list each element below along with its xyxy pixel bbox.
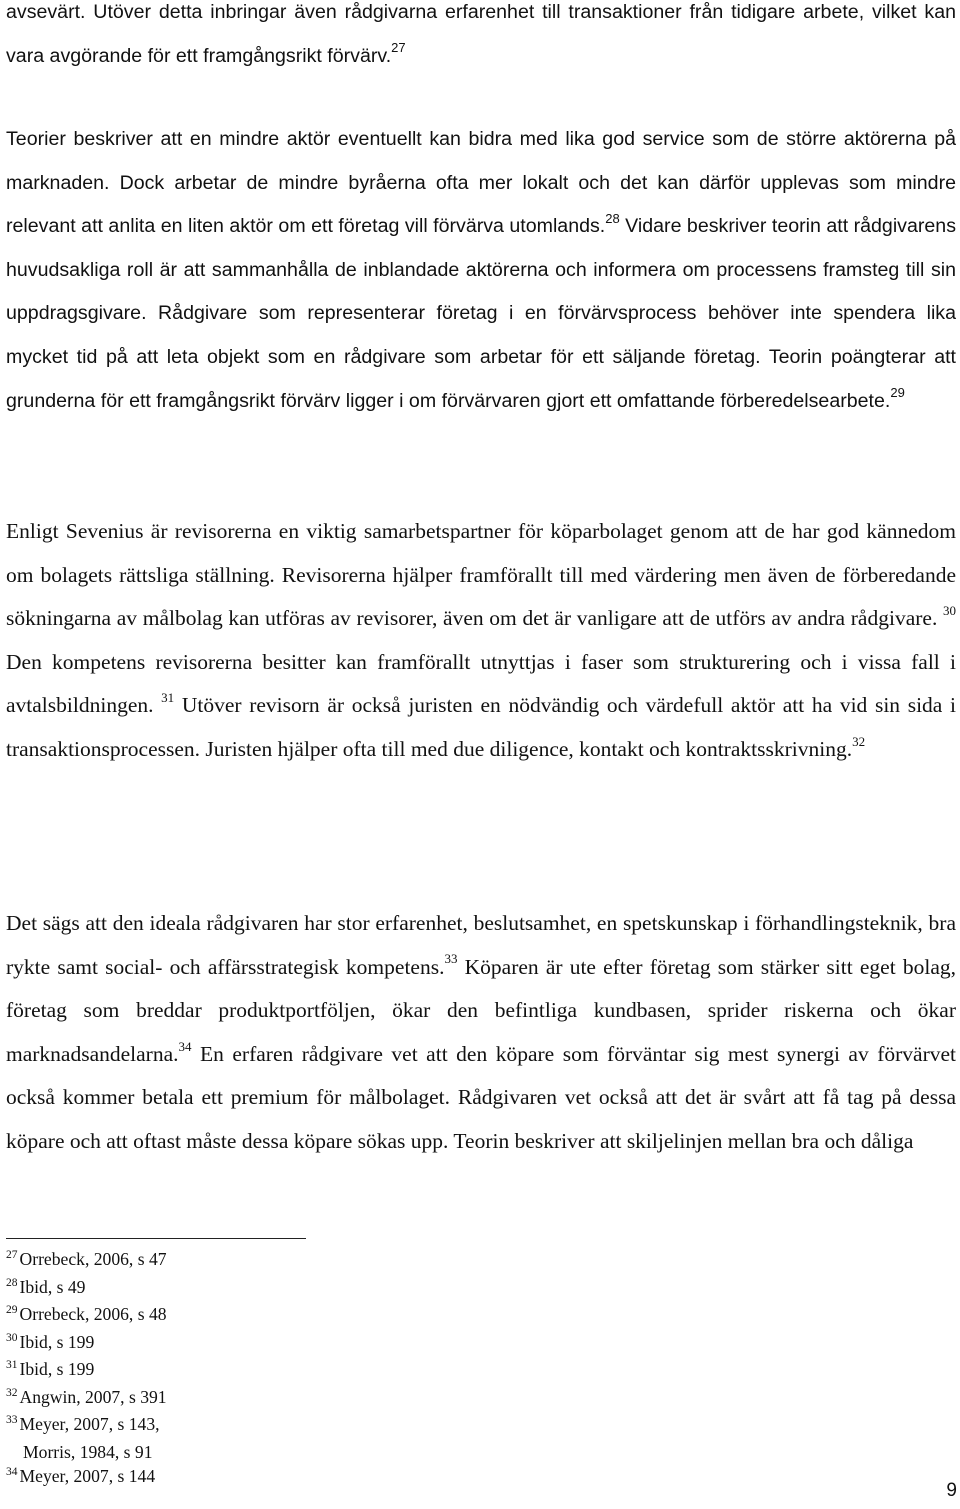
footnote-27 <box>6 1247 167 1275</box>
footnote-number: 33 <box>6 1414 18 1426</box>
paragraph-text: Enligt Sevenius är revisorerna en viktig samarbetspartner för köparbolaget genom att de har god kännedom om bolagets rättsliga ställning. Revisorerna hjälper framförallt till med värdering men även de förberedande sökningarna av målbolag kan utföras av revisorer, även om det är vanligare att de utförs av andra rådgivare. <box>6 519 956 631</box>
footnote-text: Angwin, 2007, s 391 <box>19 1386 167 1407</box>
footnote-reference: 28 <box>605 210 620 226</box>
page-number: 9 <box>946 1480 957 1501</box>
paragraph-ideala-rådgivaren <box>6 902 956 1164</box>
paragraph-text: Köparen är ute efter företag som stärker sitt eget bolag, företag som breddar produktportföljen, ökar den befintliga kundbasen, sprider riskerna och ökar marknadsandelarna. <box>6 954 956 1066</box>
footnote-text: Ibid, s 199 <box>19 1331 95 1352</box>
footnote-reference: 31 <box>161 690 175 706</box>
paragraph-revisorerna <box>6 510 956 772</box>
paragraph-text: Den kompetens revisorerna besitter kan framförallt utnyttjas i faser som strukturering och i vissa fall i avtalsbildningen. <box>6 649 956 718</box>
footnote-number: 28 <box>6 1276 18 1289</box>
footnote-reference: 27 <box>391 40 406 56</box>
footnote-text: Meyer, 2007, s 144 <box>19 1466 156 1486</box>
paragraph-rådgivare-erfarenhet <box>6 0 956 78</box>
footnote-34 <box>6 1464 167 1492</box>
footnote-reference: 29 <box>890 385 905 401</box>
paragraph-mindre-aktör <box>6 118 956 423</box>
footnote-28 <box>6 1275 167 1303</box>
footnote-reference: 34 <box>178 1038 192 1054</box>
footnote-text: Orrebeck, 2006, s 48 <box>19 1304 167 1324</box>
paragraph-text: Teorier beskriver att en mindre aktör eventuellt kan bidra med lika god service som de större aktörerna på marknaden. Dock arbetar de mindre byråerna ofta mer lokalt och det kan därför upplevas som mindre relevant att anlita en liten aktör om ett företag vill förvärva utomlands. <box>6 128 956 238</box>
footnote-number: 30 <box>6 1331 18 1344</box>
paragraph-text: avsevärt. Utöver detta inbringar även rådgivarna erfarenhet till transaktioner från tidigare arbete, vilket kan vara avgörande för ett framgångsrikt förvärv. <box>6 1 956 67</box>
footnote-text: Morris, 1984, s 91 <box>23 1441 153 1462</box>
paragraph-text: En erfaren rådgivare vet att den köpare som förväntar sig mest synergi av förvärvet också kommer betala ett premium för målbolaget. Rådgivaren vet också att det är svårt att få tag på dessa köpare och att oftast måste dessa köpare sökas upp. Teorin beskriver att skiljelinjen mellan bra och dåliga <box>6 1041 956 1153</box>
footnote-text: Meyer, 2007, s 143, <box>19 1414 160 1434</box>
footnote-text: Orrebeck, 2006, s 47 <box>19 1249 167 1269</box>
paragraph-text: Det sägs att den ideala rådgivaren har stor erfarenhet, beslutsamhet, en spetskunskap i förhandlingsteknik, bra rykte samt social- och affärsstrategisk kompetens. <box>6 911 956 979</box>
paragraph-text: Utöver revisorn är också juristen en nödvändig och värdefull aktör att ha vid sin sida i transaktionsprocessen. Juristen hjälper ofta till med due diligence, kontakt och kontraktsskrivning. <box>6 693 956 761</box>
footnote-number: 27 <box>6 1249 18 1261</box>
footnote-number: 34 <box>6 1466 18 1478</box>
footnote-33-continuation <box>6 1440 167 1465</box>
footnote-31 <box>6 1357 167 1385</box>
footnote-33 <box>6 1412 167 1440</box>
footnote-32 <box>6 1385 167 1413</box>
footnote-number: 31 <box>6 1359 18 1371</box>
footnote-text: Ibid, s 49 <box>19 1276 86 1297</box>
footnote-30 <box>6 1330 167 1358</box>
footnote-separator <box>6 1238 306 1239</box>
footnote-text: Ibid, s 199 <box>19 1359 95 1379</box>
paragraph-text: Vidare beskriver teorin att rådgivarens huvudsakliga roll är att sammanhålla de inblandade aktörerna och informera om processens framsteg till sin uppdragsgivare. Rådgivare som representerar företag i en förvärvsprocess behöver inte spendera lika mycket tid på att leta objekt som en rådgivare som arbetar för ett säljande företag. Teorin poängterar att grunderna för ett framgångsrikt förvärv ligger i om förvärvaren gjort ett omfattande förberedelsearbete. <box>6 215 956 412</box>
footnote-reference: 33 <box>444 951 458 967</box>
footnote-number: 29 <box>6 1304 18 1316</box>
footnote-list <box>6 1247 167 1492</box>
footnote-number: 32 <box>6 1386 18 1399</box>
footnote-reference: 30 <box>943 603 957 619</box>
footnote-29 <box>6 1302 167 1330</box>
footnote-reference: 32 <box>852 733 866 749</box>
